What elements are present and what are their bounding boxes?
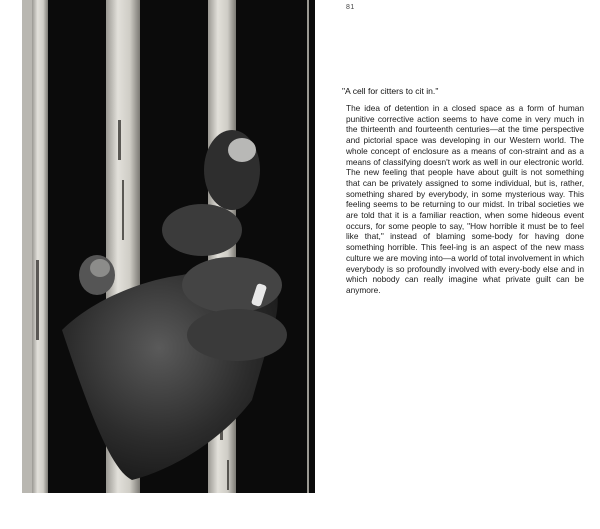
page-number: 81: [346, 4, 355, 11]
cell-wall-edge: [22, 0, 32, 493]
caption: "A cell for citters to cit in.": [342, 86, 439, 96]
prison-bar: [32, 0, 48, 493]
hand-gripping-bars-illustration: [22, 0, 315, 493]
prison-bars-photo: [22, 0, 315, 493]
body-paragraph: The idea of detention in a closed space as a form of human punitive corrective action seems to have come in very much in the thirteenth and fourteenth centuries—at the time perspective and pictorial space was developing in our Western world. The whole concept of enclosure as a means of con-straint and as a means of classifying doesn't work as well in our electronic world. The new feeling that people have about guilt is not something that can be privately assigned to some individual, but is, rather, something shared by everybody, in some mysterious way. This feeling seems to be returning to our midst. In tribal societies we are told that it is a familiar reaction, when some hideous event occurs, for some people to say, "How horrible it must be to feel like that," instead of blaming some-body for having done something horrible. This feel-ing is an aspect of the new mass culture we are moving into—a world of total involvement in which everybody is so profoundly involved with every-body else and in which nobody can really imagine what private guilt can be anymore.: [346, 103, 584, 295]
